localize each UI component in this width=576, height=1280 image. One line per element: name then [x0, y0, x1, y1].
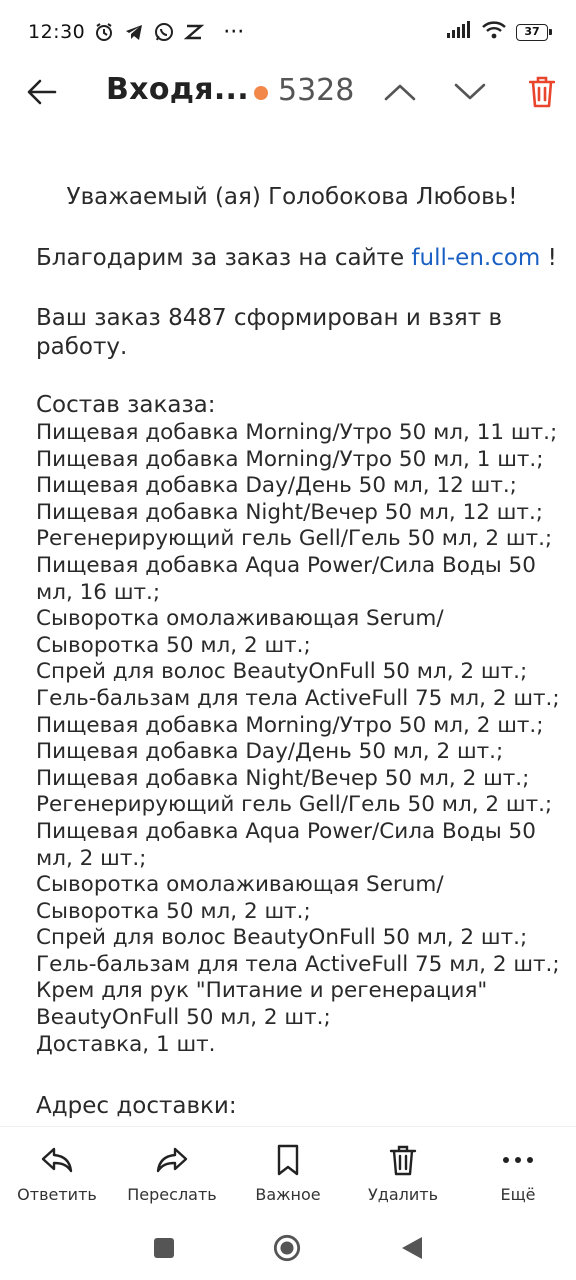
status-time: 12:30	[28, 21, 86, 43]
delete-label: Удалить	[368, 1185, 438, 1204]
order-item: Спрей для волос BeautyOnFull 50 мл, 2 шт.;	[36, 659, 528, 685]
order-line: Ваш заказ 8487 сформирован и взят в	[36, 305, 503, 331]
recents-button[interactable]	[150, 1234, 178, 1262]
chevron-up-icon	[384, 83, 416, 101]
folder-title[interactable]: Входя...	[106, 72, 249, 107]
order-item: BeautyOnFull 50 мл, 2 шт.;	[36, 1005, 331, 1031]
order-item: Сыворотка 50 мл, 2 шт.;	[36, 632, 311, 658]
email-body[interactable]	[0, 120, 576, 1126]
order-paragraph	[36, 304, 546, 362]
bookmark-icon	[271, 1143, 305, 1177]
unread-count: 5328	[278, 73, 355, 108]
thanks-text: Благодарим за заказ на сайте	[36, 245, 412, 271]
important-button[interactable]	[233, 1143, 343, 1204]
order-items	[36, 390, 560, 1058]
whatsapp-icon	[153, 21, 175, 43]
order-item: Доставка, 1 шт.	[36, 1031, 216, 1057]
address-label: Адрес доставки:	[36, 1093, 237, 1119]
home-button[interactable]	[273, 1234, 301, 1262]
unread-dot	[254, 86, 268, 100]
order-item: Пищевая добавка Day/День 50 мл, 2 шт.;	[36, 739, 504, 765]
back-button[interactable]	[24, 74, 60, 110]
delete-message-button[interactable]	[524, 72, 560, 112]
trash-icon	[529, 76, 555, 108]
order-item: Гель-бальзам для тела ActiveFull 75 мл, 2 шт.;	[36, 951, 560, 977]
order-item: Гель-бальзам для тела ActiveFull 75 мл, 2 шт.;	[36, 685, 560, 711]
more-button[interactable]	[463, 1143, 573, 1204]
battery-icon: 37	[516, 24, 548, 41]
chevron-down-icon	[454, 83, 486, 101]
app-bar	[0, 64, 576, 120]
alarm-icon	[93, 21, 115, 43]
order-item: Регенерирующий гель Gell/Гель 50 мл, 2 шт.;	[36, 526, 553, 552]
forward-button[interactable]	[117, 1143, 227, 1204]
wifi-icon	[482, 21, 506, 44]
signal-icon	[446, 21, 472, 44]
bottom-toolbar	[0, 1126, 576, 1216]
next-message-button[interactable]	[450, 76, 490, 108]
status-bar	[0, 0, 576, 64]
order-item: Пищевая добавка Morning/Утро 50 мл, 11 шт.;	[36, 420, 558, 445]
reply-icon	[40, 1143, 74, 1177]
order-item: Крем для рук "Питание и регенерация"	[36, 978, 488, 1004]
reply-button[interactable]	[2, 1143, 112, 1204]
reply-label: Ответить	[17, 1185, 97, 1204]
order-item: Сыворотка омолаживающая Serum/	[36, 606, 444, 632]
order-item: мл, 2 шт.;	[36, 845, 147, 871]
order-item: Пищевая добавка Night/Вечер 50 мл, 2 шт.;	[36, 765, 530, 791]
site-link[interactable]: full-en.com	[411, 245, 541, 271]
order-item: Пищевая добавка Morning/Утро 50 мл, 1 шт.;	[36, 446, 544, 472]
status-more: ···	[223, 19, 245, 45]
status-left	[28, 20, 244, 45]
circle-icon	[273, 1233, 301, 1263]
thanks-suffix: !	[540, 245, 557, 271]
more-dots-icon	[501, 1143, 535, 1177]
order-line: работу.	[36, 334, 128, 360]
system-navigation-bar	[0, 1216, 576, 1280]
order-item: Сыворотка 50 мл, 2 шт.;	[36, 898, 311, 924]
order-item: Пищевая добавка Aqua Power/Сила Воды 50	[36, 818, 536, 844]
trash-icon	[386, 1143, 420, 1177]
order-item: Пищевая добавка Morning/Утро 50 мл, 2 шт.;	[36, 712, 544, 738]
app-notification-icon	[183, 21, 205, 43]
triangle-back-icon	[401, 1236, 423, 1260]
previous-message-button[interactable]	[380, 76, 420, 108]
order-item: Пищевая добавка Aqua Power/Сила Воды 50	[36, 552, 536, 578]
important-label: Важное	[255, 1185, 321, 1204]
order-items-heading: Состав заказа:	[36, 392, 216, 418]
square-icon	[153, 1237, 175, 1259]
forward-label: Переслать	[127, 1185, 217, 1204]
order-item: Пищевая добавка Night/Вечер 50 мл, 12 шт.;	[36, 499, 544, 525]
telegram-icon	[123, 21, 145, 43]
delete-button[interactable]	[348, 1143, 458, 1204]
forward-icon	[155, 1143, 189, 1177]
order-item: Регенерирующий гель Gell/Гель 50 мл, 2 шт.;	[36, 792, 553, 818]
arrow-left-icon	[27, 79, 57, 105]
greeting: Уважаемый (ая) Голобокова Любовь!	[66, 184, 518, 210]
status-right	[446, 21, 548, 44]
back-system-button[interactable]	[398, 1234, 426, 1262]
order-item: Сыворотка омолаживающая Serum/	[36, 872, 444, 898]
thanks-paragraph	[36, 244, 566, 273]
more-label: Ещё	[500, 1185, 536, 1204]
order-item: мл, 16 шт.;	[36, 579, 161, 605]
order-item: Спрей для волос BeautyOnFull 50 мл, 2 шт.;	[36, 925, 528, 951]
order-item: Пищевая добавка Day/День 50 мл, 12 шт.;	[36, 473, 517, 499]
